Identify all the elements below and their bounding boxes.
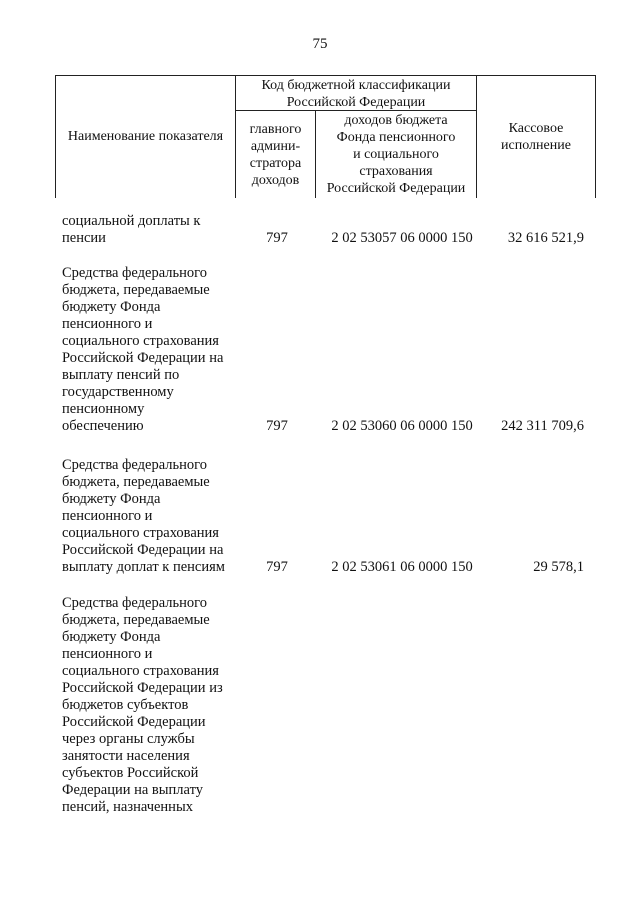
header-border-right (595, 75, 596, 198)
revenue-code: 2 02 53061 06 0000 150 (331, 559, 473, 575)
header-indicator-name: Наименование показателя (67, 129, 224, 144)
admin-code: 797 (266, 418, 288, 434)
header-fund-revenues: доходов бюджета Фонда пенсионного и социального страхования Российской Федерации (326, 113, 466, 196)
page-number: 75 (312, 36, 328, 52)
header-border-top (55, 75, 596, 76)
admin-code: 797 (266, 230, 288, 246)
revenue-code: 2 02 53057 06 0000 150 (331, 230, 473, 246)
header-chief-administrator: главного админи- стратора доходов (249, 122, 302, 188)
cash-amount: 32 616 521,9 (507, 230, 584, 246)
indicator-name: Средства федерального бюджета, передаваемые бюджету Фонда пенсионного и социального страхования Российской Федерации на выплату доплат к пенсиям (62, 457, 225, 575)
cash-amount: 242 311 709,6 (501, 418, 584, 434)
revenue-code: 2 02 53060 06 0000 150 (331, 418, 473, 434)
indicator-name: Средства федерального бюджета, передаваемые бюджету Фонда пенсионного и социального страхования Российской Федерации из бюджетов субъектов Российской Федерации через органы службы занятости населения субъектов Российской Федерации на выплату пенсий, назначенных (62, 595, 223, 815)
header-border-left (55, 75, 56, 198)
table-header (55, 75, 596, 198)
indicator-name: Средства федерального бюджета, передаваемые бюджету Фонда пенсионного и социального страхования Российской Федерации на выплату пенсий по государственному пенсионному обеспечению (62, 265, 224, 434)
header-budget-classification-code: Код бюджетной классификации Российской Федерации (261, 78, 451, 110)
header-cash-execution: Кассовое исполнение (501, 121, 571, 153)
admin-code: 797 (266, 559, 288, 575)
indicator-name: социальной доплаты к пенсии (62, 213, 201, 246)
cash-amount: 29 578,1 (533, 559, 584, 575)
